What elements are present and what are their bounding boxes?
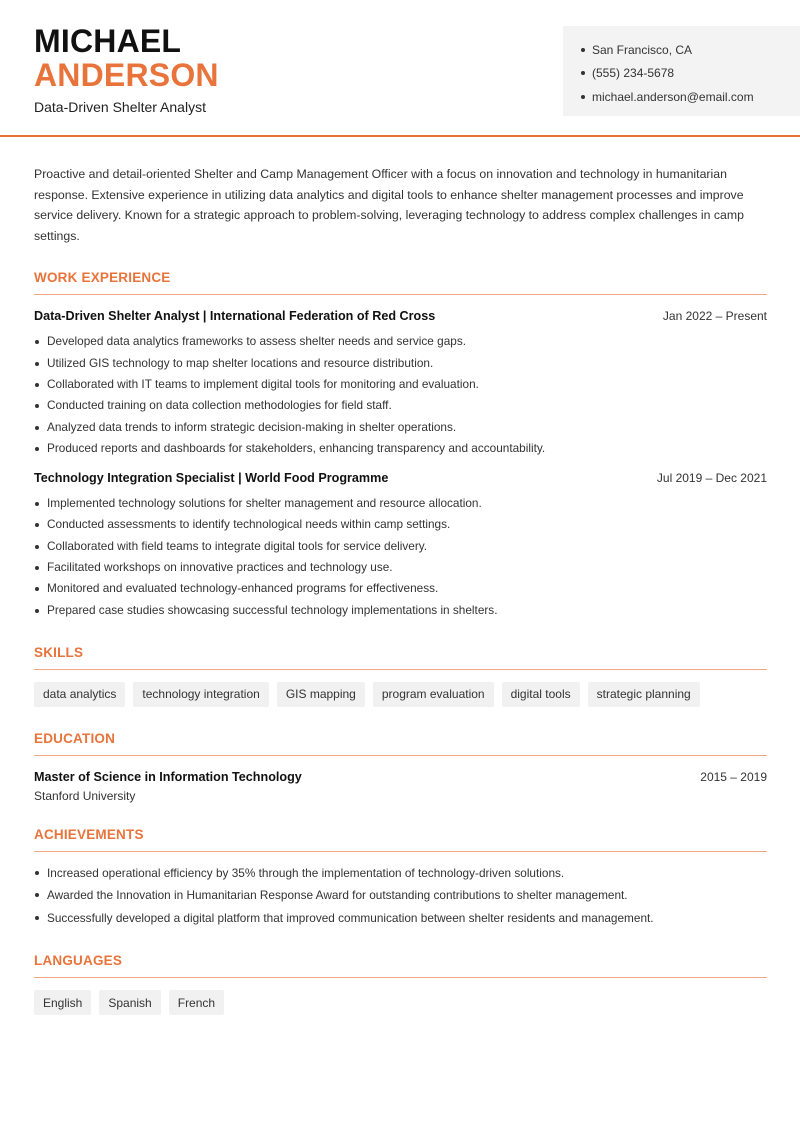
header-divider xyxy=(0,135,800,137)
job-dates: Jul 2019 – Dec 2021 xyxy=(656,471,767,486)
achievements-list xyxy=(34,862,767,930)
language-tag: English xyxy=(34,990,91,1015)
section-title-skills: SKILLS xyxy=(34,645,767,670)
list-item: Prepared case studies showcasing successful technology implementations in shelters. xyxy=(34,600,767,621)
language-tag: French xyxy=(169,990,224,1015)
list-item: Implemented technology solutions for shelter management and resource allocation. xyxy=(34,493,767,514)
first-name: MICHAEL xyxy=(34,23,182,59)
job-entry xyxy=(34,471,767,621)
section-title-languages: LANGUAGES xyxy=(34,953,767,978)
list-item: Collaborated with field teams to integrate digital tools for service delivery. xyxy=(34,536,767,557)
education-degree: Master of Science in Information Technology xyxy=(34,769,302,784)
section-title-achievements: ACHIEVEMENTS xyxy=(34,827,767,852)
skills-tag-list xyxy=(34,682,767,707)
education-entry xyxy=(34,770,767,803)
contact-location: San Francisco, CA xyxy=(581,38,800,62)
job-bullet-list xyxy=(34,493,767,621)
list-item: Utilized GIS technology to map shelter locations and resource distribution. xyxy=(34,353,767,374)
skill-tag: technology integration xyxy=(133,682,268,707)
contact-phone: (555) 234-5678 xyxy=(581,62,800,86)
job-bullet-list xyxy=(34,331,767,459)
language-tag: Spanish xyxy=(99,990,160,1015)
education-school: Stanford University xyxy=(34,788,136,803)
job-dates: Jan 2022 – Present xyxy=(662,309,767,324)
job-role: Technology Integration Specialist | World Food Programme xyxy=(34,471,389,486)
contact-box xyxy=(563,26,800,116)
list-item: Increased operational efficiency by 35% through the implementation of technology-driven solutions. xyxy=(34,862,767,885)
resume-body xyxy=(34,164,767,1015)
section-title-education: EDUCATION xyxy=(34,731,767,756)
contact-email[interactable]: michael.anderson@email.com xyxy=(581,85,800,109)
list-item: Developed data analytics frameworks to assess shelter needs and service gaps. xyxy=(34,331,767,352)
section-title-work: WORK EXPERIENCE xyxy=(34,270,767,295)
skill-tag: data analytics xyxy=(34,682,125,707)
list-item: Analyzed data trends to inform strategic decision-making in shelter operations. xyxy=(34,417,767,438)
list-item: Awarded the Innovation in Humanitarian Response Award for outstanding contributions to shelter management. xyxy=(34,884,767,907)
list-item: Monitored and evaluated technology-enhanced programs for effectiveness. xyxy=(34,578,767,599)
skill-tag: GIS mapping xyxy=(277,682,365,707)
list-item: Facilitated workshops on innovative practices and technology use. xyxy=(34,557,767,578)
last-name: ANDERSON xyxy=(34,57,219,93)
job-entry xyxy=(34,309,767,459)
list-item: Produced reports and dashboards for stakeholders, enhancing transparency and accountability. xyxy=(34,438,767,459)
skill-tag: digital tools xyxy=(502,682,580,707)
list-item: Conducted assessments to identify technological needs within camp settings. xyxy=(34,514,767,535)
languages-tag-list xyxy=(34,990,767,1015)
summary-paragraph: Proactive and detail-oriented Shelter and Camp Management Officer with a focus on innovation and technology in humanitarian response. Extensive experience in utilizing data analytics and digital tools to enhance shelter management processes and improve service delivery. Known for a strategic approach to problem-solving, leveraging technology to address complex challenges in camp settings. xyxy=(34,167,744,243)
job-role: Data-Driven Shelter Analyst | International Federation of Red Cross xyxy=(34,309,436,324)
list-item: Successfully developed a digital platform that improved communication between shelter residents and management. xyxy=(34,907,767,930)
resume-header xyxy=(0,0,800,136)
skill-tag: strategic planning xyxy=(588,682,700,707)
list-item: Collaborated with IT teams to implement digital tools for monitoring and evaluation. xyxy=(34,374,767,395)
education-dates: 2015 – 2019 xyxy=(700,769,767,784)
headline-title: Data-Driven Shelter Analyst xyxy=(34,99,206,115)
list-item: Conducted training on data collection methodologies for field staff. xyxy=(34,395,767,416)
skill-tag: program evaluation xyxy=(373,682,494,707)
